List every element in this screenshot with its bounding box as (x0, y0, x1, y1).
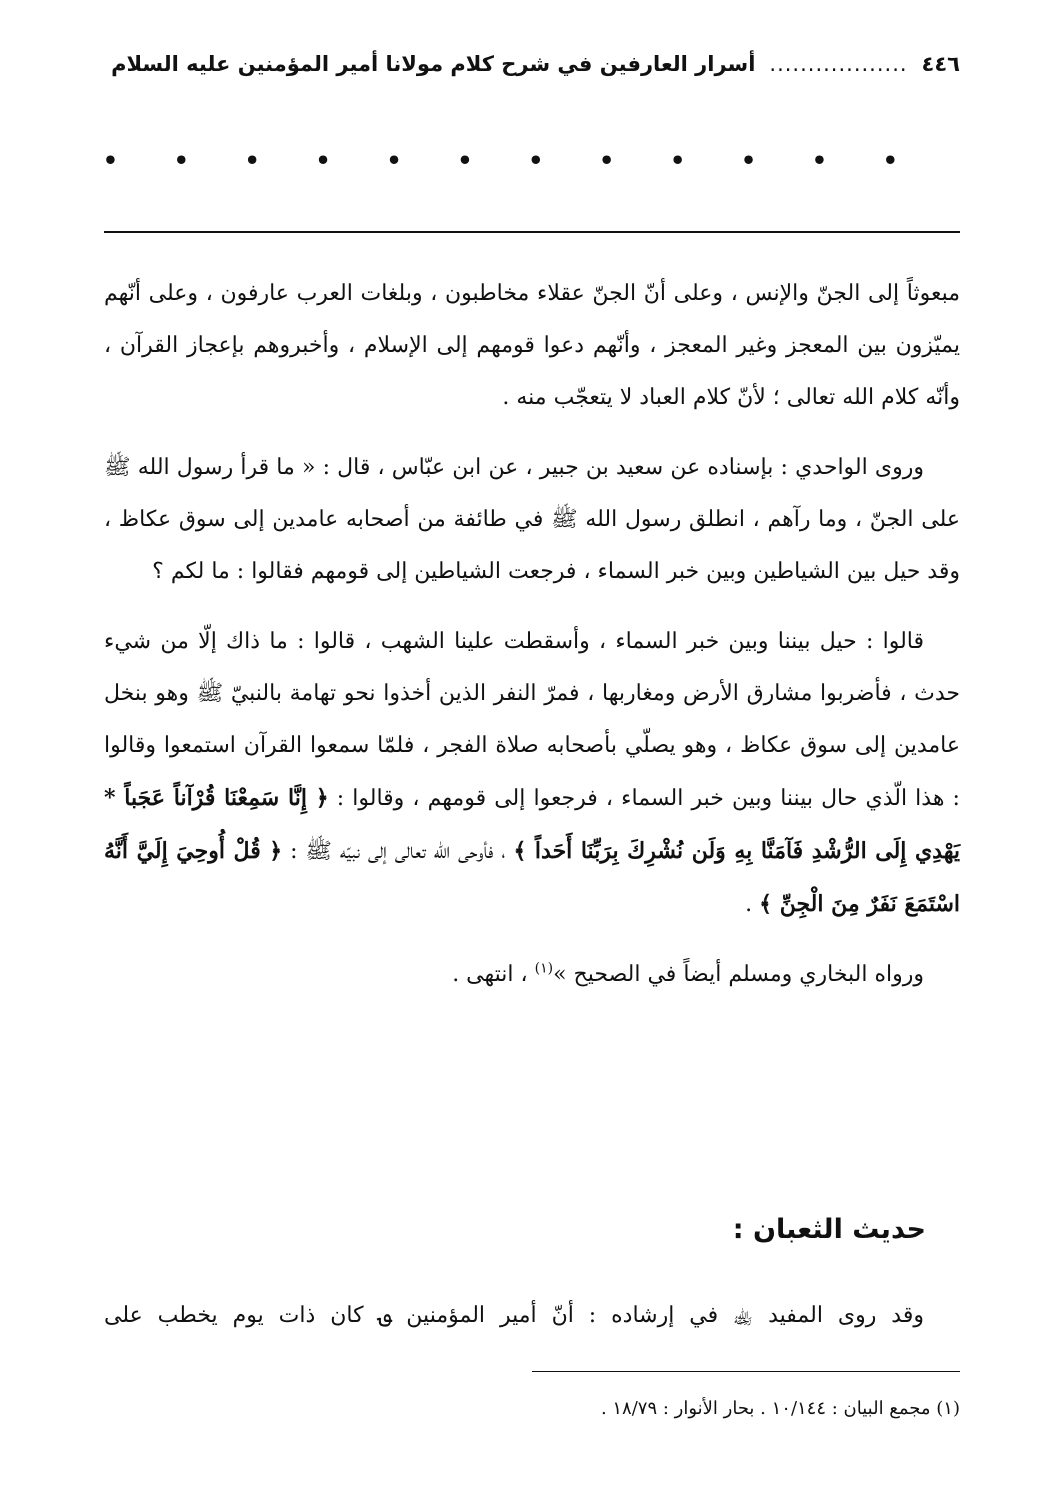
separator-dot: • (740, 146, 757, 175)
quran-verse-1: ﴿ إِنَّا سَمِعْنَا قُرْآناً عَجَباً * يَهْدِي إِلَى الرُّشْدِ فَآمَنَّا بِهِ وَلَن نُشْرِكَ بِرَبِّنَا أَحَداً ﴾ (104, 785, 960, 864)
separator-dot: • (386, 146, 402, 175)
separator-dot: • (882, 146, 898, 175)
separator-dot: • (244, 146, 260, 175)
separator-dot: • (669, 146, 686, 175)
header-rule (104, 231, 960, 233)
paragraph-3-text-a: قالوا : حيل بيننا وبين خبر السماء ، وأسقطت علينا الشهب ، قالوا : ما ذاك إلّا من شيء حدث ، فأضربوا مشارق الأرض ومغاربها ، فمرّ النفر الذين أخذوا نحو تهامة بالنبيّ ﷺ وهو بنخل عامدين إلى سوق عكاظ ، وهو يصلّي بأصحابه صلاة الفجر ، فلمّا سمعوا القرآن استمعوا وقالوا : هذا الّذي حال بيننا وبين خبر السماء ، فرجعوا إلى قومهم ، وقالوا : (104, 629, 960, 811)
separator-dot: • (173, 146, 189, 175)
separator-dot: • (315, 146, 331, 175)
paragraph-4-text-b: ، انتهى . (452, 962, 535, 987)
separator-dot: • (599, 146, 615, 175)
separator-dot: • (102, 146, 119, 175)
footnote-reference: (١) (534, 960, 554, 977)
paragraph-3 (104, 616, 960, 931)
paragraph-5: وقد روى المفيد ﵀ في إرشاده : أنّ أمير المؤمنين ؈ كان ذات يوم يخطب على (104, 1303, 924, 1328)
quran-verse-2: ﴿ قُلْ أُوحِيَ إِلَيَّ أَنَّهُ اسْتَمَعَ نَفَرٌ مِنَ الْجِنِّ ﴾ (104, 838, 960, 917)
separator-dot: • (528, 146, 544, 175)
paragraph-3-text-c: . (745, 892, 760, 917)
header-leader-dots: .................. (769, 52, 908, 76)
paragraph-4-text-a: ورواه البخاري ومسلم أيضاً في الصحيح » (553, 962, 924, 987)
separator-dot: • (457, 146, 473, 175)
page-number: ٤٤٦ (921, 52, 960, 76)
separator-dot-row (102, 146, 898, 175)
paragraph-3-text-b: ، فأوحى الله تعالى إلى نبيّه ﷺ : (282, 839, 514, 864)
separator-dot: • (811, 146, 828, 175)
footnote: (١) مجمع البيان : ١٠/١٤٤ . بحار الأنوار : ١٨/٧٩ . (600, 1398, 960, 1419)
section-heading: حديث الثعبان : (732, 1214, 926, 1245)
paragraph-1: مبعوثاً إلى الجنّ والإنس ، وعلى أنّ الجنّ عقلاء مخاطبون ، وبلغات العرب عارفون ، وعلى أنّهم يميّزون بين المعجز وغير المعجز ، وأنّهم دعوا قومهم إلى الإسلام ، وأخبروهم بإعجاز القرآن ، وأنّه كلام الله تعالى ؛ لأنّ كلام العباد لا يتعجّب منه . (104, 281, 960, 410)
running-header (104, 52, 960, 76)
body-text (104, 268, 960, 1019)
footnote-rule (532, 1371, 960, 1372)
paragraph-4 (104, 949, 960, 1001)
running-title: أسرار العارفين في شرح كلام مولانا أمير المؤمنين عليه السلام (111, 52, 756, 76)
paragraph-2: وروى الواحدي : بإسناده عن سعيد بن جبير ، عن ابن عبّاس ، قال : « ما قرأ رسول الله ﷺ على الجنّ ، وما رآهم ، انطلق رسول الله ﷺ في طائفة من أصحابه عامدين إلى سوق عكاظ ، وقد حيل بين الشياطين وبين خبر السماء ، فرجعت الشياطين إلى قومهم فقالوا : ما لكم ؟ (104, 455, 960, 584)
